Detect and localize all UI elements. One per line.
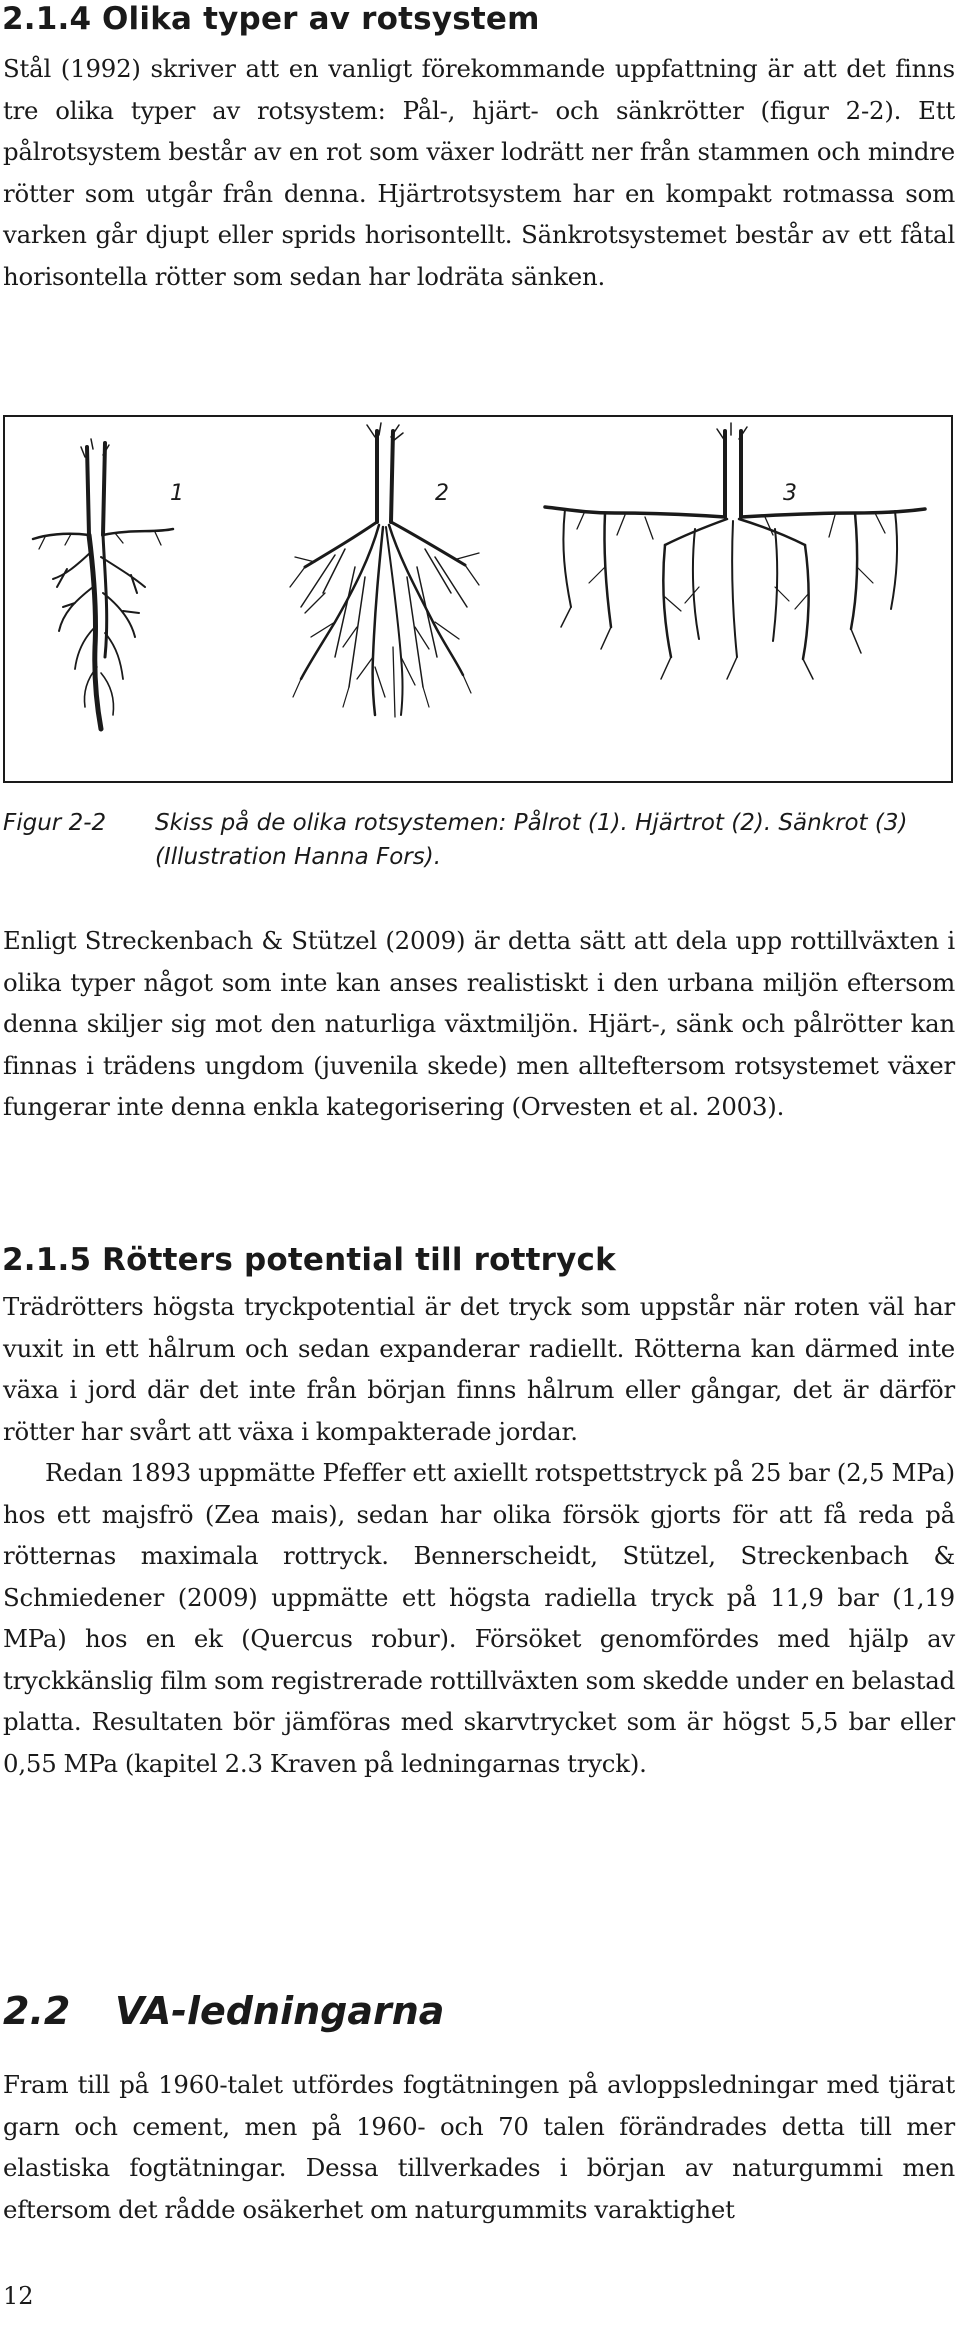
page-number: 12: [3, 2282, 34, 2310]
section-title: Olika typer av rotsystem: [102, 1, 540, 37]
figure-caption-label: Figur 2-2: [3, 810, 107, 836]
sinker-root-drawing: [545, 423, 925, 679]
root-systems-figure: [3, 415, 953, 783]
body-paragraph-4: Redan 1893 uppmätte Pfeffer ett axiellt rotspettstryck på 25 bar (2,5 MPa) hos ett majsfrö (Zea mais), sedan har olika försök gjorts för att få reda på rötternas maximala rottryck. Bennerscheidt, Stützel, Streckenbach & Schmiedener (2009) uppmätte ett högsta radiella tryck på 11,9 bar (1,19 MPa) hos en ek (Quercus robur). Försöket genomfördes med hjälp av tryckkänslig film som registrerade rottillväxten som skedde under en belastad platta. Resultaten bör jämföras med skarvtrycket som är högst 5,5 bar eller 0,55 MPa (kapitel 2.3 Kraven på ledningarnas tryck).: [3, 1458, 955, 1778]
section-title: VA-ledningarna: [115, 1989, 445, 2033]
root-systems-illustration: [5, 417, 951, 781]
body-paragraph-2: Enligt Streckenbach & Stützel (2009) är detta sätt att dela upp rottillväxten i olika typer något som inte kan anses realistiskt i den urbana miljön eftersom denna skiljer sig mot den naturliga växtmiljön. Hjärt-, sänk och pålrötter kan finnas i trädens ungdom (juvenila skede) men allteftersom rotsystemet växer fungerar inte denna enkla kategorisering (Orvesten et al. 2003).: [3, 926, 955, 1121]
section-number: 2.1.5: [2, 1242, 92, 1278]
body-paragraph-1: Stål (1992) skriver att en vanligt förekommande uppfattning är att det finns tre olika typer av rotsystem: Pål-, hjärt- och sänkrötter (figur 2-2). Ett pålrotsystem består av en rot som växer lodrätt ner från stammen och mindre rötter som utgår från denna. Hjärtrotsystem har en kompakt rotmassa som varken går djupt eller sprids horisontellt. Sänkrotsystemet består av ett fåtal horisontella rötter som sedan har lodräta sänken.: [3, 54, 955, 291]
section-heading-2-1-5: [2, 1240, 616, 1280]
section-title: Rötters potential till rottryck: [102, 1242, 616, 1278]
section-heading-2-1-4: [2, 0, 540, 39]
taproot-drawing: [33, 439, 173, 729]
figure-caption-text: Skiss på de olika rotsystemen: Pålrot (1). Hjärtrot (2). Sänkrot (3) (Illustration Hanna Fors).: [155, 810, 908, 870]
section-number: 2.1.4: [2, 1, 92, 37]
body-paragraph-3: Trädrötters högsta tryckpotential är det tryck som uppstår när roten väl har vuxit in ett hålrum och sedan expanderar radiellt. Rötterna kan därmed inte växa i jord där det inte från början finns hålrum eller gångar, det är därför rötter har svårt att växa i kompakterade jordar.: [3, 1292, 955, 1446]
section-heading-2-2: [3, 1987, 444, 2035]
figure-label-2: 2: [435, 481, 449, 506]
heart-root-drawing: [290, 423, 479, 717]
figure-label-1: 1: [170, 481, 184, 506]
body-paragraph-5: Fram till på 1960-talet utfördes fogtätningen på avloppsledningar med tjärat garn och cement, men på 1960- och 70 talen förändrades detta till mer elastiska fogtätningar. Dessa tillverkades i början av naturgummi men eftersom det rådde osäkerhet om naturgummits varaktighet: [3, 2070, 955, 2224]
section-number: 2.2: [3, 1989, 71, 2033]
figure-label-3: 3: [783, 481, 797, 506]
